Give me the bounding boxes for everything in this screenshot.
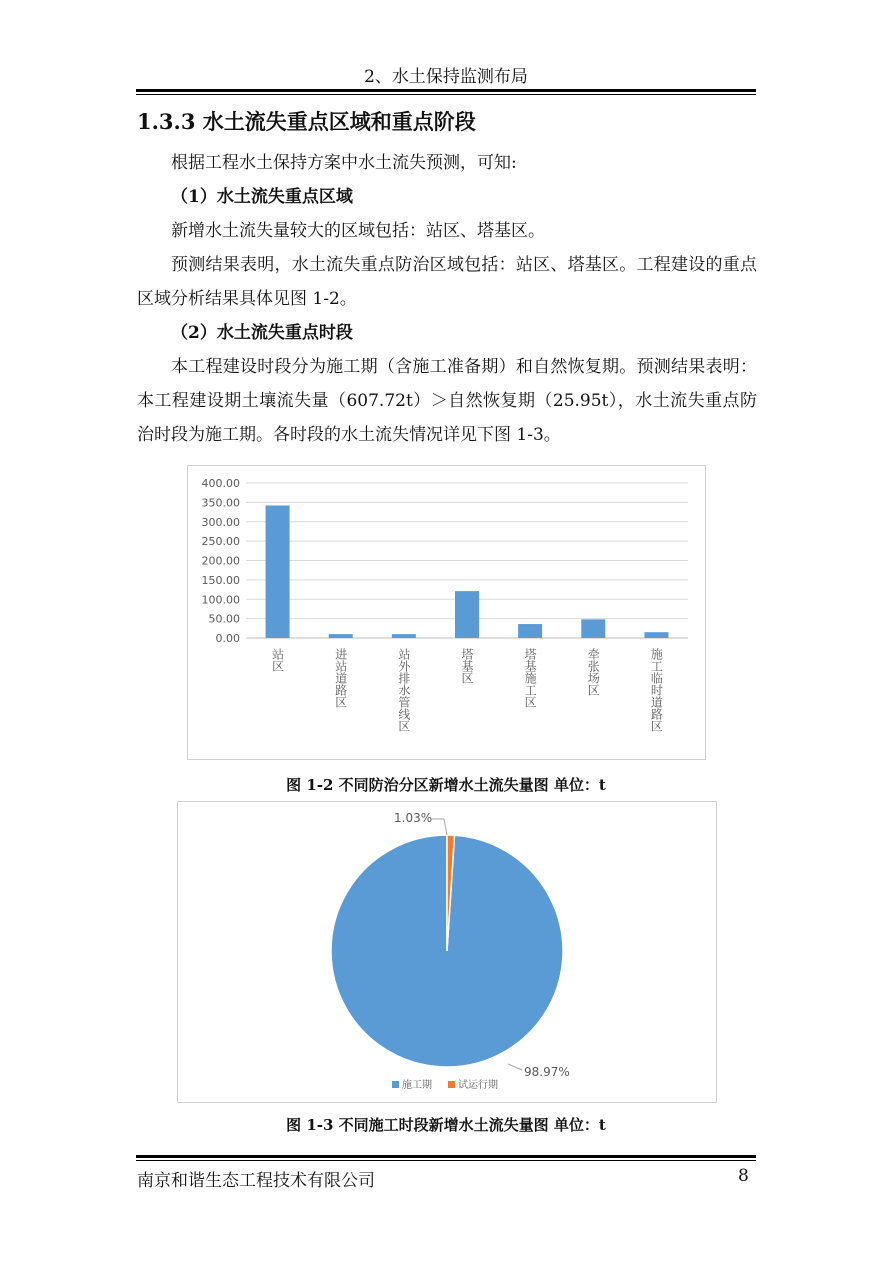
legend-swatch (392, 1081, 399, 1088)
footer-rule-thick (136, 1155, 756, 1158)
footer-company: 南京和谐生态工程技术有限公司 (137, 1171, 375, 1191)
paragraph-key-areas: 新增水土流失量较大的区域包括：站区、塔基区。 (171, 221, 545, 241)
pie-chart-container (177, 801, 717, 1103)
footer-rule-thin (136, 1160, 756, 1161)
y-tick-label: 150.00 (201, 573, 240, 587)
pie-chart (178, 802, 716, 1102)
x-category-label: 站区 (270, 648, 285, 672)
bar (581, 619, 605, 638)
subheading-key-periods: （2）水土流失重点时段 (171, 323, 353, 343)
bar-chart-container (187, 465, 706, 760)
y-tick-label: 100.00 (201, 593, 240, 607)
bar (266, 505, 290, 638)
y-tick-label: 250.00 (201, 535, 240, 549)
leader-line (508, 1064, 522, 1070)
bar (644, 632, 668, 638)
y-tick-label: 0.00 (215, 632, 240, 645)
bar (455, 591, 479, 638)
section-heading: 1.3.3 水土流失重点区域和重点阶段 (137, 109, 476, 134)
header-rule-thin (136, 94, 756, 95)
pie-data-label: 1.03% (394, 811, 433, 825)
y-tick-label: 400.00 (201, 477, 240, 490)
bar (392, 634, 416, 638)
x-category-label: 牵张场区 (586, 648, 601, 696)
running-header: 2、水土保持监测布局 (364, 67, 528, 87)
legend-label: 施工期 (402, 1080, 432, 1091)
legend-label: 试运行期 (458, 1080, 498, 1091)
leader-line (430, 819, 447, 835)
x-category-label: 塔基区 (460, 648, 474, 684)
legend-swatch (448, 1081, 455, 1088)
bar (329, 634, 353, 638)
pie-data-label: 98.97% (524, 1065, 570, 1079)
y-tick-label: 350.00 (201, 496, 240, 510)
intro-paragraph: 根据工程水土保持方案中水土流失预测，可知: (171, 153, 517, 173)
x-category-label: 塔基施工区 (523, 648, 538, 708)
y-tick-label: 300.00 (201, 515, 240, 529)
y-tick-label: 50.00 (208, 612, 240, 626)
y-tick-label: 200.00 (201, 554, 240, 568)
paragraph-key-periods: 本工程建设时段分为施工期（含施工准备期）和自然恢复期。预测结果表明：本工程建设期土壤流失量（607.72t）＞自然恢复期（25.95t），水土流失重点防治时段为施工期。各时段的水土流失情况详见下图 1-3。 (137, 357, 757, 445)
bar (518, 624, 542, 638)
bar-chart (188, 466, 705, 759)
paragraph-prediction-results: 预测结果表明，水土流失重点防治区域包括：站区、塔基区。工程建设的重点区域分析结果具体见图 1-2。 (137, 255, 757, 309)
subheading-key-areas: （1）水土流失重点区域 (171, 187, 353, 207)
x-category-label: 站外排水管线区 (396, 648, 411, 732)
figure-1-3-caption: 图 1-3 不同施工时段新增水土流失量图 单位：t (286, 1116, 606, 1134)
x-category-label: 进站道路区 (333, 648, 348, 708)
figure-1-2-caption: 图 1-2 不同防治分区新增水土流失量图 单位：t (286, 776, 606, 794)
page-number: 8 (738, 1166, 749, 1186)
header-rule-thick (136, 89, 756, 92)
x-category-label: 施工临时道路区 (649, 648, 664, 732)
